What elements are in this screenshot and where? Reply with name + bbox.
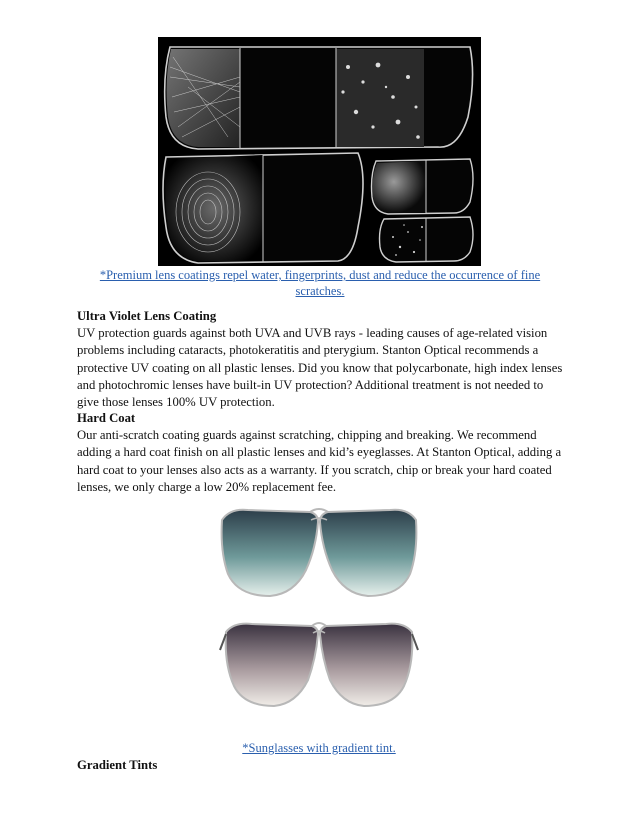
sunglasses-teal	[222, 509, 417, 596]
hard-coat-heading: Hard Coat	[77, 411, 136, 425]
lens-top	[165, 47, 473, 149]
sunglasses-purple	[220, 623, 418, 706]
lens-bottom-left	[163, 153, 363, 263]
uv-coating-heading: Ultra Violet Lens Coating	[77, 309, 217, 323]
hard-coat-body: Our anti-scratch coating guards against scratching, chipping and breaking. We recommend adding a hard coat finish on all plastic lenses and kid’s eyeglasses. At Stanton Optical, adding a hard coat to your lenses also acts as a warranty. If you scratch, chip or break your hard coated lenses, we only charge a low 20% replacement fee.	[77, 428, 562, 494]
gradient-tints-section	[77, 757, 565, 774]
lens-coatings-caption-link[interactable]: *Premium lens coatings repel water, fingerprints, dust and reduce the occurrence of fine scratches.	[99, 268, 541, 298]
lens-right-top	[372, 159, 474, 214]
sunglasses-photo	[218, 500, 420, 728]
uv-coating-section	[77, 308, 565, 411]
lens-coating-illustration	[158, 37, 481, 266]
lens-right-bottom	[380, 217, 474, 262]
gradient-tints-heading: Gradient Tints	[77, 758, 158, 772]
uv-coating-body: UV protection guards against both UVA and UVB rays - leading causes of age-related vision problems including cataracts, photokeratitis and pterygium. Stanton Optical recommends a protective UV coating on all plastic lenses. Did you know that polycarbonate, high index lenses and photochromic lenses have built-in UV protection? Additional treatment is not needed to give those lenses 100% UV protection.	[77, 326, 563, 410]
sunglasses-illustration	[218, 500, 420, 728]
lens-coating-photo	[158, 37, 481, 266]
sunglasses-caption-link[interactable]: *Sunglasses with gradient tint.	[242, 741, 396, 755]
hard-coat-section	[77, 410, 565, 496]
